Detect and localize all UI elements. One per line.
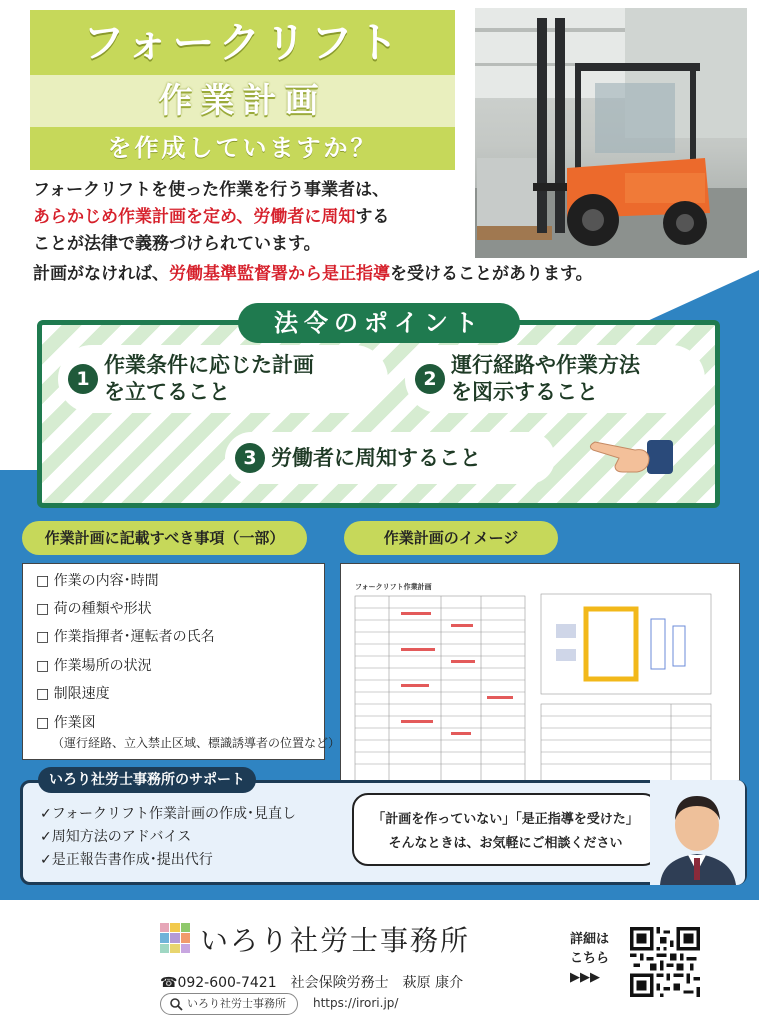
intro-line-4 (33, 262, 593, 287)
point-item-3 (225, 432, 555, 484)
search-text: いろり社労士事務所 (187, 997, 286, 1010)
point-item-1-line-1: 作業条件に応じた計画 (104, 353, 314, 377)
intro-line-2-highlight: あらかじめ作業計画を定め、労働者に周知 (33, 207, 356, 227)
checklist-item: □ 作業の内容･時間 (36, 573, 159, 589)
checklist-item: □ 作業場所の状況 (36, 658, 152, 674)
intro-line-2 (33, 205, 389, 230)
point-number-2: 2 (415, 364, 445, 394)
checklist-item: □ 制限速度 (36, 686, 110, 702)
point-item-2-line-2: を図示すること (451, 380, 598, 404)
speech-line-1: 「計画を作っていない」「是正指導を受けた」 (372, 812, 639, 827)
intro-line-3: ことが法律で義務づけられています。 (33, 234, 321, 254)
title-line-2: 作業計画 (158, 81, 327, 121)
intro-line-4-post: を受けることがあります。 (390, 264, 593, 284)
details-line-1: 詳細は (570, 932, 610, 947)
speech-bubble (352, 793, 659, 866)
intro-line-4-highlight: 労働基準監督署から是正指導 (169, 264, 390, 284)
point-item-2-line-1: 運行経路や作業方法 (451, 353, 640, 377)
speech-line-2: そんなときは、お気軽にご相談ください (388, 836, 623, 851)
qr-code[interactable] (630, 927, 700, 997)
image-section-label: 作業計画のイメージ (344, 521, 558, 555)
point-number-3: 3 (235, 443, 265, 473)
point-item-1 (58, 345, 388, 413)
details-callout (570, 930, 609, 987)
checklist-item: □ 荷の種類や形状 (36, 601, 152, 617)
search-icon (169, 997, 183, 1018)
intro-line-2-rest: する (355, 207, 390, 227)
support-item: ✓周知方法のアドバイス (40, 829, 192, 845)
point-number-1: 1 (68, 364, 98, 394)
point-item-1-line-2: を立てること (104, 380, 230, 404)
pointing-hand-icon (585, 428, 675, 483)
intro-line-4-pre: 計画がなければ、 (33, 264, 169, 284)
details-line-2: こちら (570, 951, 610, 966)
checklist-note: （運行経路、立入禁止区域、標識誘導者の位置など） (52, 736, 341, 750)
point-item-3-line-1: 労働者に周知すること (271, 445, 481, 470)
document-title: フォークリフト作業計画 (355, 583, 432, 591)
consultant-photo (650, 780, 745, 885)
office-logo-icon (160, 923, 190, 953)
title-line-3: を作成していますか？ (107, 134, 378, 162)
work-plan-document-image (340, 563, 740, 793)
intro-line-1: フォークリフトを使った作業を行う事業者は、 (33, 180, 390, 200)
checklist-label: 作業計画に記載すべき事項（一部） (22, 521, 307, 555)
support-item: ✓フォークリフト作業計画の作成･見直し (40, 806, 297, 822)
office-name: いろり社労士事務所 (200, 924, 471, 957)
point-item-2 (405, 345, 705, 413)
website-link[interactable]: https://irori.jp/ (313, 996, 399, 1010)
search-box[interactable] (160, 993, 298, 1015)
support-label: いろり社労士事務所のサポート (38, 767, 256, 793)
details-arrows: ▶▶▶ (570, 970, 600, 985)
forklift-photo (475, 8, 747, 258)
legal-points-label: 法令のポイント (238, 303, 520, 343)
support-item: ✓是正報告書作成･提出代行 (40, 852, 213, 868)
checklist-item: □ 作業図 (36, 715, 96, 731)
title-line-1: フォークリフト (82, 18, 403, 67)
contact-line: ☎092-600-7421 社会保険労務士 萩原 康介 (160, 975, 464, 991)
checklist-item: □ 作業指揮者･運転者の氏名 (36, 629, 215, 645)
